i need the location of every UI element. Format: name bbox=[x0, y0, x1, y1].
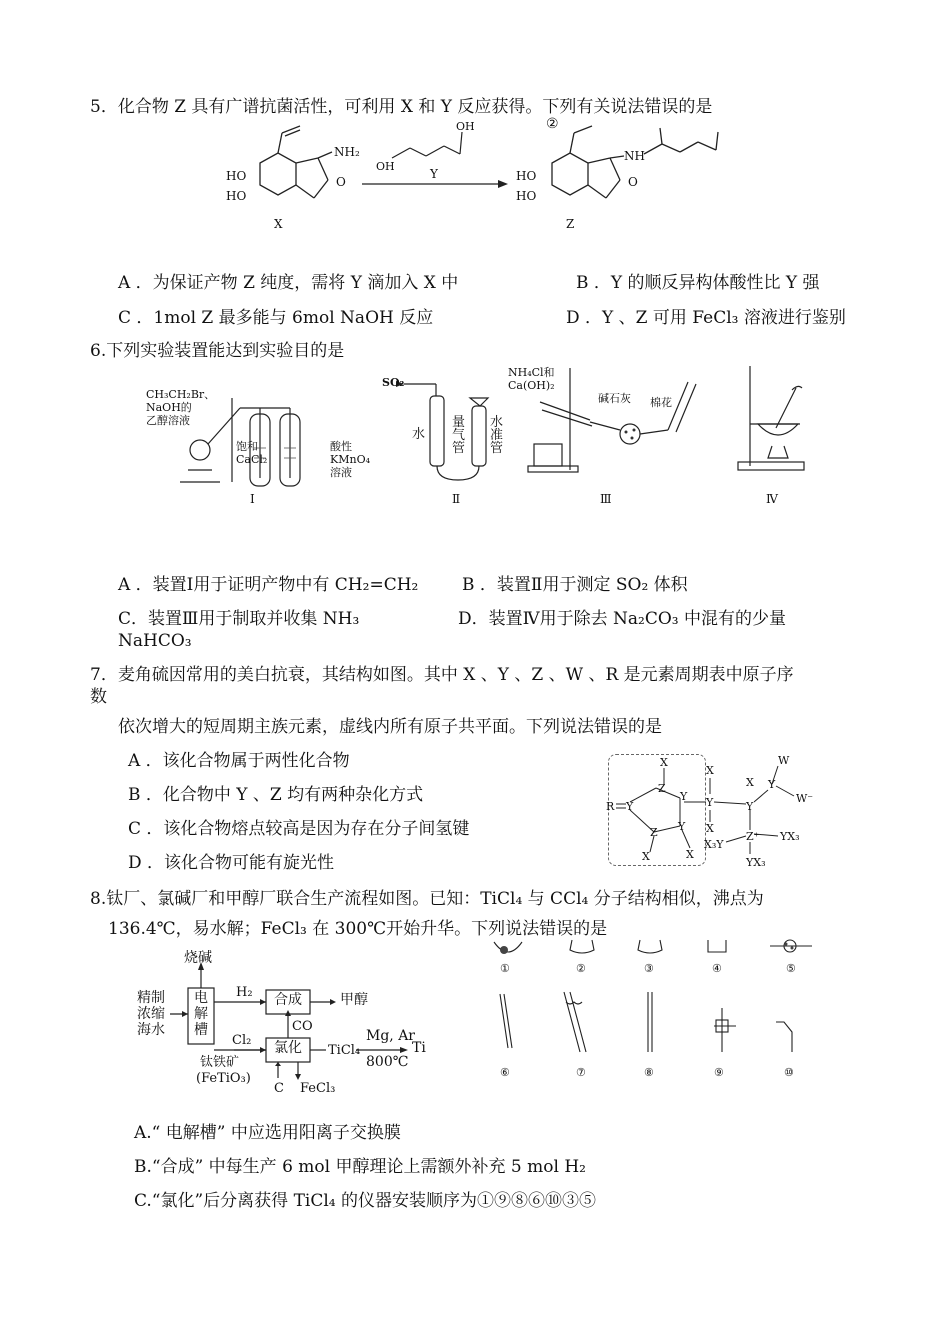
svg-text:W: W bbox=[778, 754, 790, 767]
flow-ticl4: TiCl₄ bbox=[328, 1043, 361, 1058]
iii-reagent-2: Ca(OH)₂ bbox=[508, 379, 555, 392]
q7-stem-2: 依次增大的短周期主族元素，虚线内所有原子共平面。下列说法错误的是 bbox=[118, 717, 662, 737]
flow-co: CO bbox=[292, 1019, 313, 1034]
svg-text:Y: Y bbox=[706, 796, 714, 809]
q5-option-a: A ．为保证产物 Z 纯度，需将 Y 滴加入 X 中 bbox=[118, 273, 459, 293]
svg-text:Z⁺: Z⁺ bbox=[746, 830, 760, 843]
q7-option-d: D ．该化合物可能有旋光性 bbox=[128, 853, 335, 873]
instrument-4: ④ bbox=[712, 962, 722, 975]
ii-water: 水 bbox=[412, 427, 426, 442]
y-oh: OH bbox=[456, 120, 475, 133]
z-nh: NH bbox=[624, 149, 645, 163]
q6-stem: 6.下列实验装置能达到实验目的是 bbox=[90, 341, 345, 361]
flow-cell-1: 电 bbox=[194, 990, 208, 1006]
svg-text:X: X bbox=[686, 848, 694, 861]
fig-label-2: Ⅱ bbox=[452, 492, 461, 506]
svg-text:X: X bbox=[746, 776, 754, 789]
x-ho1: HO bbox=[226, 169, 247, 183]
i-kmno4-2: KMnO₄ bbox=[330, 453, 370, 466]
iii-cotton: 棉花 bbox=[650, 396, 672, 409]
q5-stem: 5．化合物 Z 具有广谱抗菌活性，可利用 X 和 Y 反应获得。下列有关说法错误的是 bbox=[90, 97, 713, 117]
q6-option-a: A ．装置Ⅰ用于证明产物中有 CH₂=CH₂ bbox=[118, 575, 419, 595]
flow-methanol: 甲醇 bbox=[340, 992, 368, 1008]
y-ho: OH bbox=[376, 160, 395, 173]
q8-option-c: C.“氯化”后分离获得 TiCl₄ 的仪器安装顺序为①⑨⑧⑥⑩③⑤ bbox=[134, 1191, 597, 1211]
i-kmno4-1: 酸性 bbox=[330, 440, 352, 453]
instrument-3: ③ bbox=[644, 962, 654, 975]
svg-text:Z: Z bbox=[650, 826, 658, 839]
x-o: O bbox=[336, 175, 346, 189]
z-ho1: HO bbox=[516, 169, 537, 183]
q7-option-b: B ．化合物中 Y 、Z 均有两种杂化方式 bbox=[128, 785, 424, 805]
instrument-9: ⑨ bbox=[714, 1066, 724, 1079]
x-ho2: HO bbox=[226, 189, 247, 203]
svg-text:X₃Y: X₃Y bbox=[704, 838, 724, 851]
svg-text:Y: Y bbox=[746, 800, 754, 813]
ii-tube2: 水准管 bbox=[490, 415, 504, 456]
flow-cond: Mg, Ar bbox=[366, 1028, 415, 1044]
q6-option-b: B ．装置Ⅱ用于测定 SO₂ 体积 bbox=[462, 575, 688, 595]
svg-text:Y: Y bbox=[768, 778, 776, 791]
fig-label-4: Ⅳ bbox=[766, 492, 778, 506]
q8-stem-1: 8.钛厂、氯碱厂和甲醇厂联合生产流程如图。已知：TiCl₄ 与 CCl₄ 分子结构相似，沸点为 bbox=[90, 889, 764, 909]
q8-option-a: A.“ 电解槽” 中应选用阳离子交换膜 bbox=[134, 1123, 401, 1143]
instrument-5: ⑤ bbox=[786, 962, 796, 975]
flow-naoh: 烧碱 bbox=[184, 950, 212, 966]
svg-text:Y: Y bbox=[626, 800, 634, 813]
q7-stem-1: 7．麦角硫因常用的美白抗衰，其结构如图。其中 X 、Y 、Z 、W 、R 是元素周期表中原子序 bbox=[90, 665, 794, 685]
ii-tube1: 量气管 bbox=[452, 415, 466, 456]
flow-cell-3: 槽 bbox=[194, 1022, 208, 1038]
q8-instruments bbox=[480, 936, 820, 1086]
flow-cell-2: 解 bbox=[194, 1006, 208, 1022]
i-reagent-1: CH₃CH₂Br、 bbox=[146, 388, 216, 401]
i-reagent-2: NaOH的 bbox=[146, 401, 192, 414]
svg-text:X: X bbox=[706, 822, 714, 835]
q7-option-a: A ．该化合物属于两性化合物 bbox=[128, 751, 350, 771]
svg-text:R: R bbox=[606, 800, 615, 813]
svg-text:X: X bbox=[660, 756, 668, 769]
i-cacl2-1: 饱和 bbox=[236, 440, 258, 453]
svg-text:Y: Y bbox=[680, 790, 688, 803]
svg-text:Y: Y bbox=[678, 820, 686, 833]
fig-label-1: Ⅰ bbox=[250, 492, 255, 506]
z-o: O bbox=[628, 175, 638, 189]
flow-seawater-3: 海水 bbox=[137, 1022, 165, 1038]
z-circle-mark: ② bbox=[546, 116, 559, 132]
x-nh2: NH₂ bbox=[334, 145, 360, 159]
q8-flow-diagram bbox=[130, 948, 440, 1098]
flow-c: C bbox=[274, 1081, 284, 1096]
z-ho2: HO bbox=[516, 189, 537, 203]
label-x: X bbox=[274, 217, 283, 231]
label-y: Y bbox=[430, 167, 438, 181]
q5-option-c: C ．1mol Z 最多能与 6mol NaOH 反应 bbox=[118, 308, 434, 328]
flow-cl2: Cl₂ bbox=[232, 1033, 252, 1048]
i-cacl2-2: CaCl₂ bbox=[236, 453, 268, 466]
fig-label-3: Ⅲ bbox=[600, 492, 612, 506]
instrument-2: ② bbox=[576, 962, 586, 975]
svg-text:YX₃: YX₃ bbox=[746, 856, 766, 869]
q6-option-d: D．装置Ⅳ用于除去 Na₂CO₃ 中混有的少量 bbox=[458, 609, 787, 629]
i-reagent-3: 乙醇溶液 bbox=[146, 414, 190, 427]
svg-text:X: X bbox=[642, 850, 650, 863]
flow-seawater-1: 精制 bbox=[137, 990, 165, 1006]
q8-stem-2: 136.4℃，易水解；FeCl₃ 在 300℃开始升华。下列说法错误的是 bbox=[108, 919, 608, 939]
apparatus-4 bbox=[730, 362, 810, 474]
flow-seawater-2: 浓缩 bbox=[137, 1006, 165, 1022]
instrument-7: ⑦ bbox=[576, 1066, 586, 1079]
flow-ore-1: 钛铁矿 bbox=[200, 1055, 240, 1070]
q5-option-d: D ．Y 、Z 可用 FeCl₃ 溶液进行鉴别 bbox=[566, 308, 846, 328]
q5-reaction-diagram bbox=[220, 118, 740, 238]
iii-reagent-1: NH₄Cl和 bbox=[508, 366, 555, 379]
instrument-6: ⑥ bbox=[500, 1066, 510, 1079]
q7-stem-1b: 数 bbox=[90, 687, 107, 707]
q6-option-c: C．装置Ⅲ用于制取并收集 NH₃ bbox=[118, 609, 360, 629]
q8-option-b: B.“合成” 中每生产 6 mol 甲醇理论上需额外补充 5 mol H₂ bbox=[134, 1157, 586, 1177]
flow-ti: Ti bbox=[412, 1040, 426, 1056]
flow-ore-2: (FeTiO₃) bbox=[196, 1071, 251, 1086]
q6-option-d-cont: NaHCO₃ bbox=[118, 631, 192, 651]
flow-synth: 合成 bbox=[274, 992, 302, 1008]
i-kmno4-3: 溶液 bbox=[330, 466, 352, 479]
svg-text:X: X bbox=[706, 764, 714, 777]
instrument-1: ① bbox=[500, 962, 510, 975]
iii-lime: 碱石灰 bbox=[598, 392, 631, 405]
q7-option-c: C ．该化合物熔点较高是因为存在分子间氢键 bbox=[128, 819, 470, 839]
flow-chlor: 氯化 bbox=[274, 1040, 302, 1056]
q7-structure bbox=[606, 750, 836, 880]
svg-text:Z: Z bbox=[658, 782, 666, 795]
svg-text:YX₃: YX₃ bbox=[780, 830, 800, 843]
instrument-8: ⑧ bbox=[644, 1066, 654, 1079]
flow-fecl3: FeCl₃ bbox=[300, 1081, 336, 1096]
ii-so2: SO₂ bbox=[382, 376, 405, 389]
label-z: Z bbox=[566, 217, 575, 231]
instrument-10: ⑩ bbox=[784, 1066, 794, 1079]
svg-text:W⁻: W⁻ bbox=[796, 792, 814, 805]
q5-option-b: B ．Y 的顺反异构体酸性比 Y 强 bbox=[576, 273, 820, 293]
flow-temp: 800℃ bbox=[366, 1054, 409, 1070]
flow-h2: H₂ bbox=[236, 985, 253, 1000]
